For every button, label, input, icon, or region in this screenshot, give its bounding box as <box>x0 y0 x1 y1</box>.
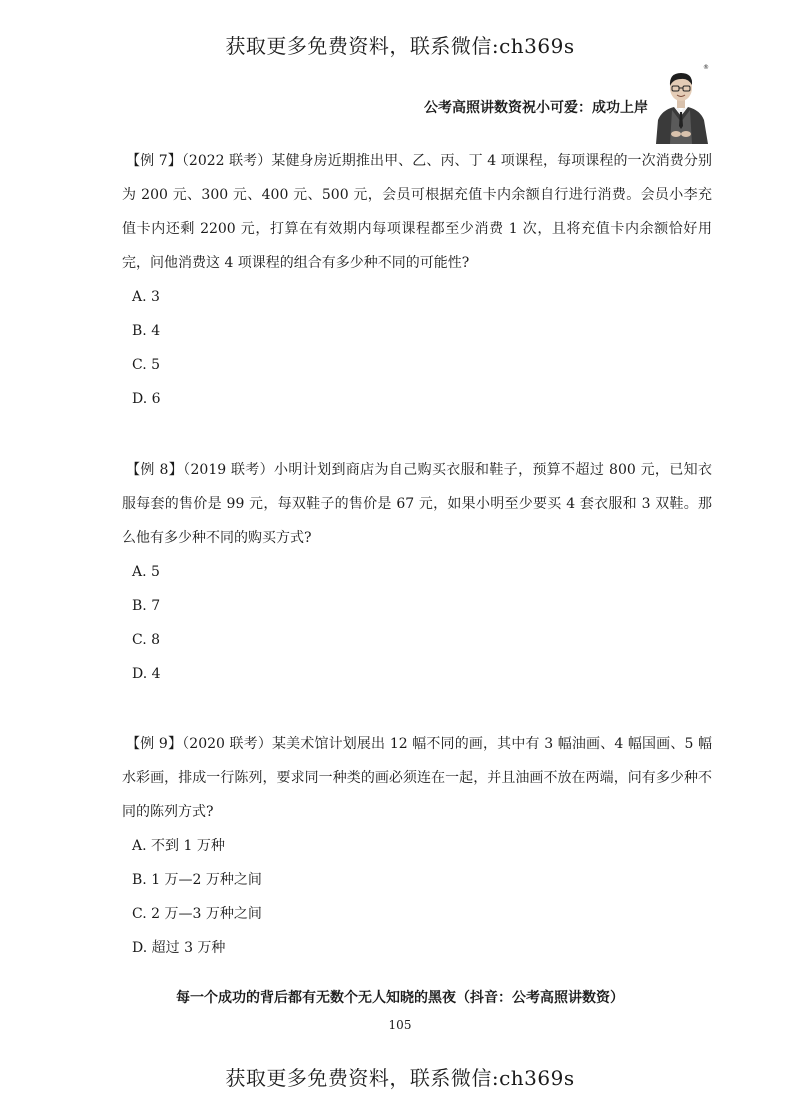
option-d: D. 4 <box>132 666 161 682</box>
author-photo-illustration <box>652 64 710 144</box>
option-d: D. 超过 3 万种 <box>132 940 226 956</box>
option-list <box>122 829 712 965</box>
option-c: C. 5 <box>132 357 161 373</box>
option-c: C. 2 万—3 万种之间 <box>132 906 262 922</box>
option-b: B. 7 <box>132 598 161 614</box>
question-example-8 <box>122 453 712 691</box>
question-example-9 <box>122 727 712 965</box>
option-a: A. 3 <box>132 289 160 305</box>
question-stem: 【例 8】（2019 联考）小明计划到商店为自己购买衣服和鞋子，预算不超过 800 元，已知衣服每套的售价是 99 元，每双鞋子的售价是 67 元，如果小明至少要买 4 套衣服和 3 双鞋。那么他有多少种不同的购买方式? <box>122 462 712 546</box>
option-list <box>122 555 712 691</box>
option-d: D. 6 <box>132 391 161 407</box>
option-list <box>122 280 712 416</box>
author-photo <box>652 64 710 144</box>
top-watermark-banner: 获取更多免费资料，联系微信:ch369s <box>225 34 575 58</box>
option-b: B. 4 <box>132 323 161 339</box>
page-number: 105 <box>388 1018 412 1032</box>
question-stem: 【例 7】（2022 联考）某健身房近期推出甲、乙、丙、丁 4 项课程，每项课程的一次消费分别为 200 元、300 元、400 元、500 元，会员可根据充值卡内余额自行进行消费。会员小李充值卡内还剩 2200 元，打算在有效期内每项课程都至少消费 1 次，且将充值卡内余额恰好用完，问他消费这 4 项课程的组合有多少种不同的可能性? <box>122 153 712 271</box>
question-stem: 【例 9】（2020 联考）某美术馆计划展出 12 幅不同的画，其中有 3 幅油画、4 幅国画、5 幅水彩画，排成一行陈列，要求同一种类的画必须连在一起，并且油画不放在两端，问有多少种不同的陈列方式? <box>122 736 712 820</box>
footer-slogan: 每一个成功的背后都有无数个无人知晓的黑夜（抖音：公考高照讲数资） <box>176 990 624 1006</box>
option-a: A. 不到 1 万种 <box>132 838 225 854</box>
option-b: B. 1 万—2 万种之间 <box>132 872 262 888</box>
registered-mark: ® <box>703 64 709 71</box>
option-a: A. 5 <box>132 564 160 580</box>
option-c: C. 8 <box>132 632 161 648</box>
bottom-watermark-banner: 获取更多免费资料，联系微信:ch369s <box>225 1066 575 1090</box>
header-slogan: 公考高照讲数资祝小可爱：成功上岸 <box>424 100 648 116</box>
question-example-7 <box>122 144 712 416</box>
